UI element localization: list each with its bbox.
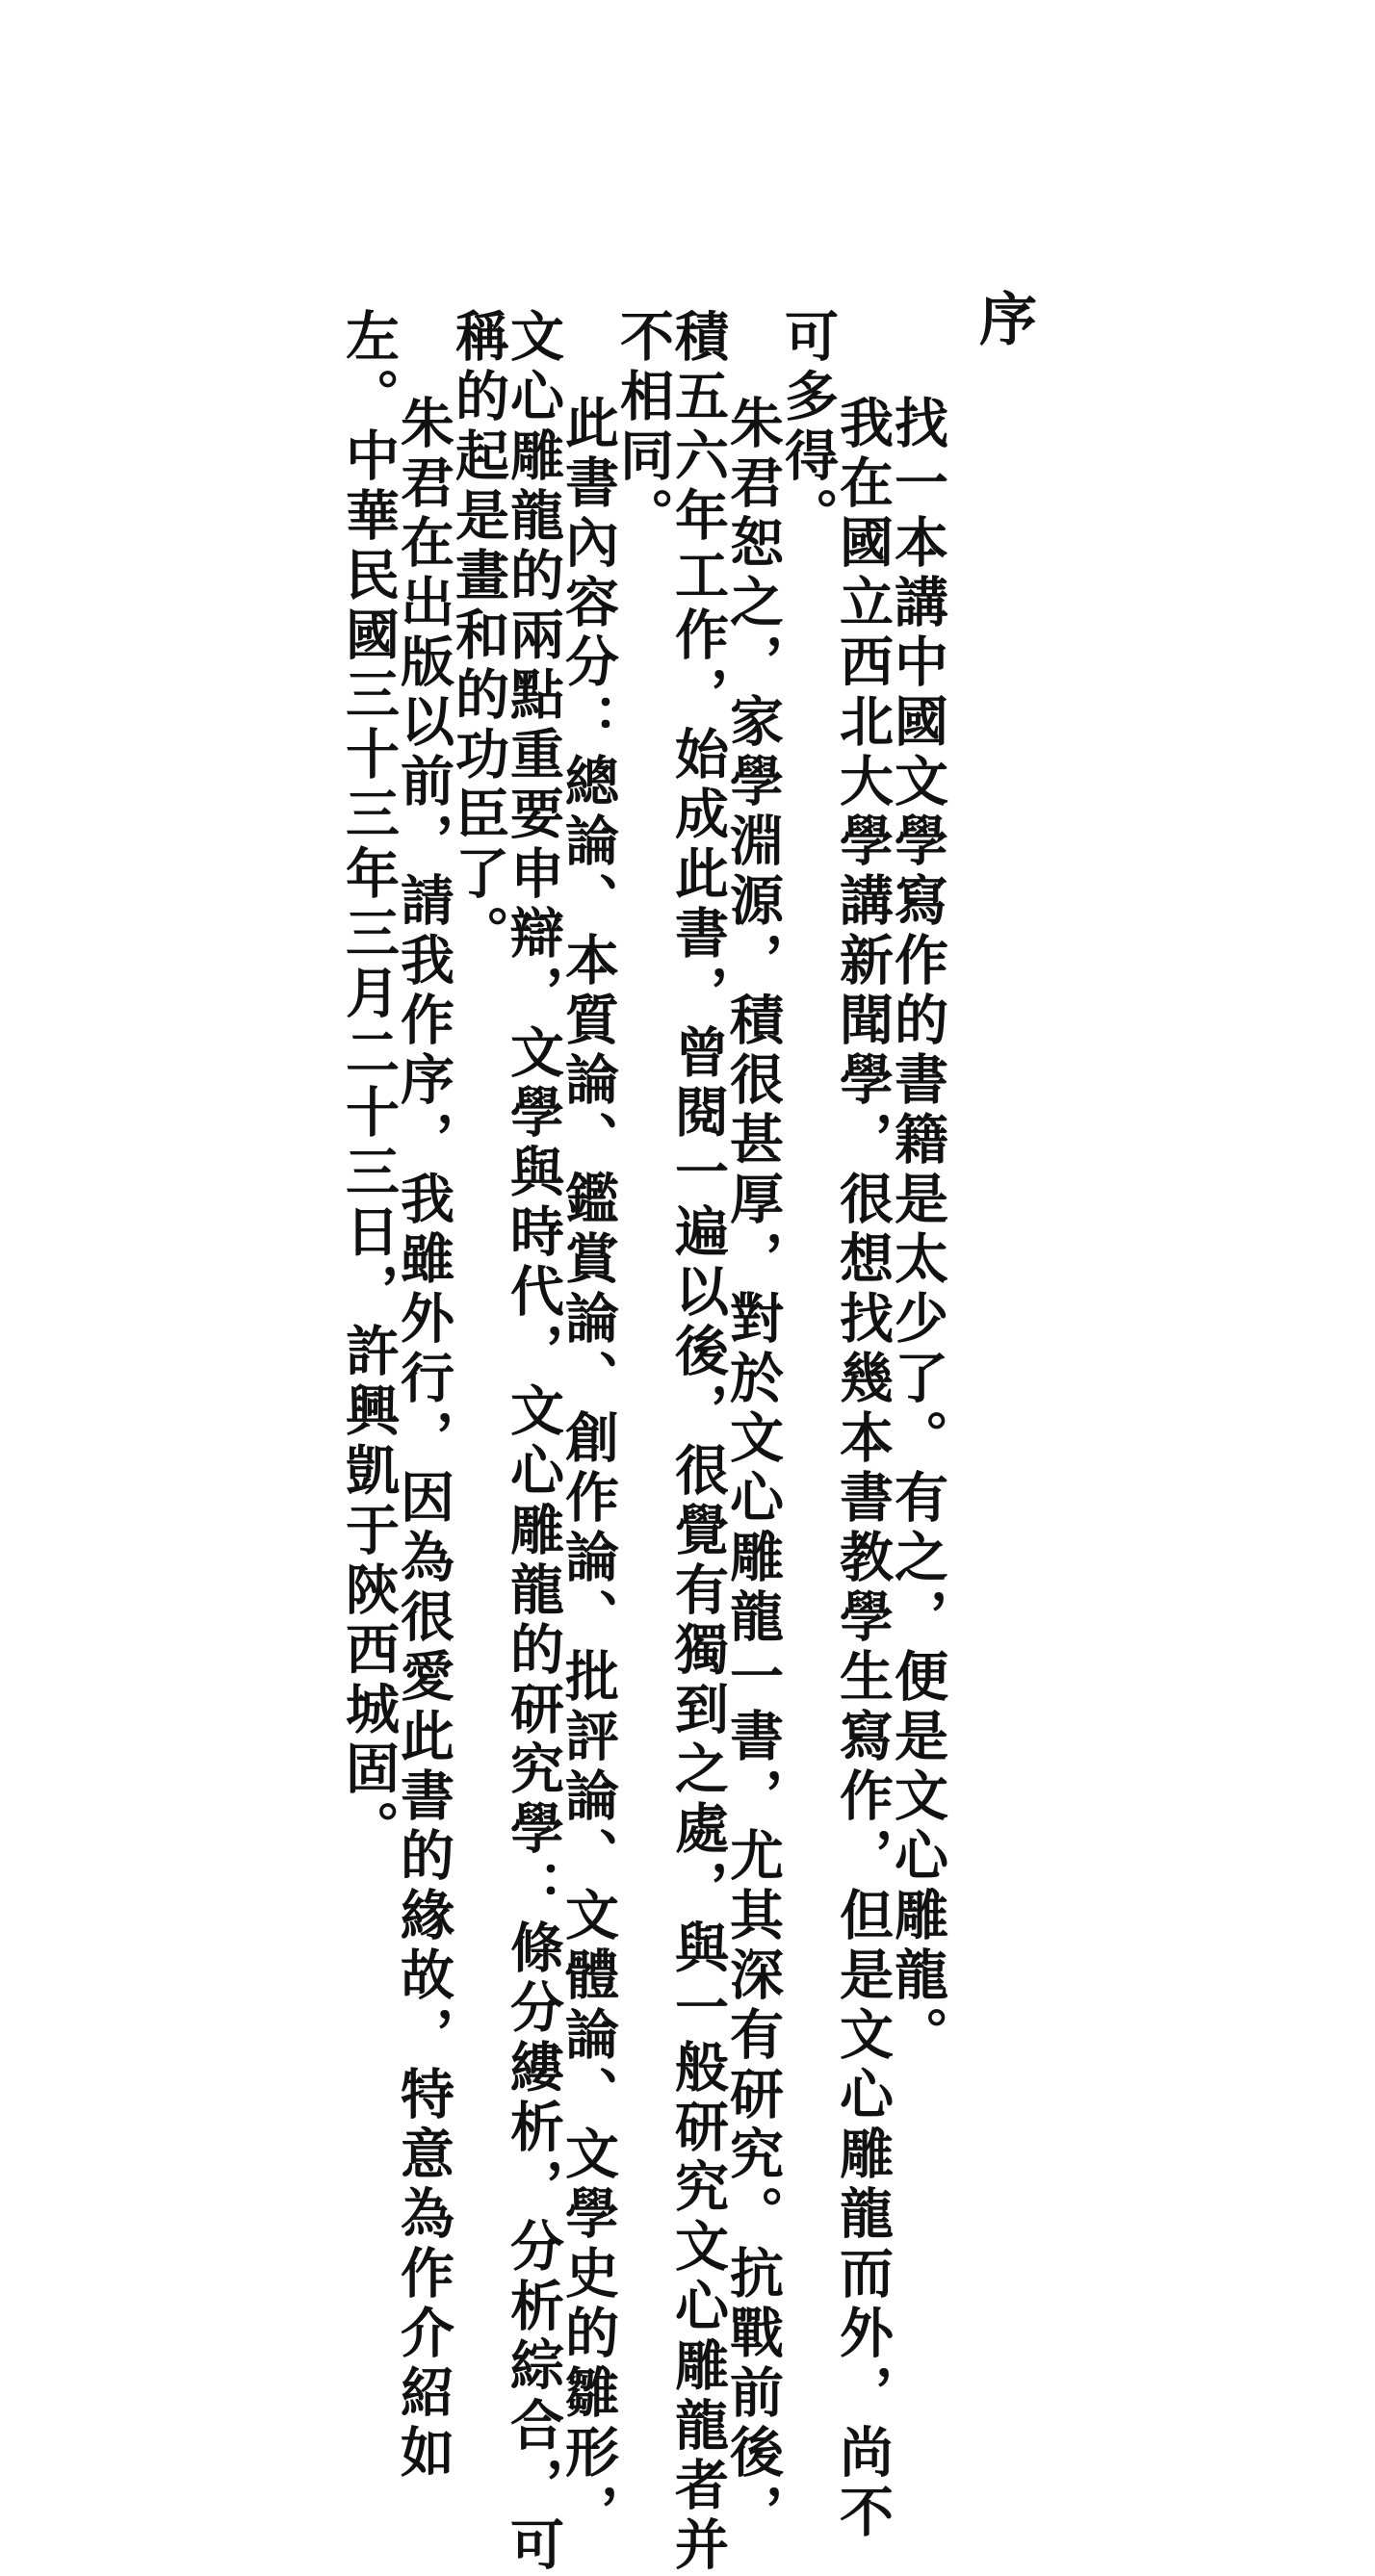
text-column-4: 朱君恕之，家學淵源，積很甚厚，對於文心雕龍一書，尤其深有研究。抗戰前後， xyxy=(721,395,785,2543)
text-column-9: 稱的起是畫和的功臣了。 xyxy=(447,308,510,965)
text-column-5: 積五六年工作，始成此書，曾閱一遍以後，很覺有獨到之處，與一般研究文心雕龍者并 xyxy=(666,308,730,2576)
text-column-6: 不相同。 xyxy=(611,308,675,547)
text-column-8: 文心雕龍的兩點重要申辯，文學與時代，文心雕龍的研究學：條分縷析，分析綜合，可 xyxy=(502,308,565,2576)
text-column-2: 我在國立西北大學講新聞學，很想找幾本書教學生寫作，但是文心雕龍而外，尚不 xyxy=(831,395,895,2543)
text-column-11: 左。中華民國三十三年三月二十三日，許興凱于陝西城固。 xyxy=(337,308,401,1860)
text-column-10: 朱君在出版以前，請我作序，我雖外行，因為很愛此書的緣故，特意為作介紹如 xyxy=(392,395,455,2484)
text-column-1: 找一本講中國文學寫作的書籍是太少了。有之，便是文心雕龍。 xyxy=(886,395,949,2066)
text-column-3: 可多得。 xyxy=(776,308,840,547)
text-column-7: 此書內容分：總論、本質論、鑑賞論、創作論、批評論、文體論、文學史的雛形， xyxy=(557,395,620,2543)
document-title: 序 xyxy=(970,289,1037,352)
